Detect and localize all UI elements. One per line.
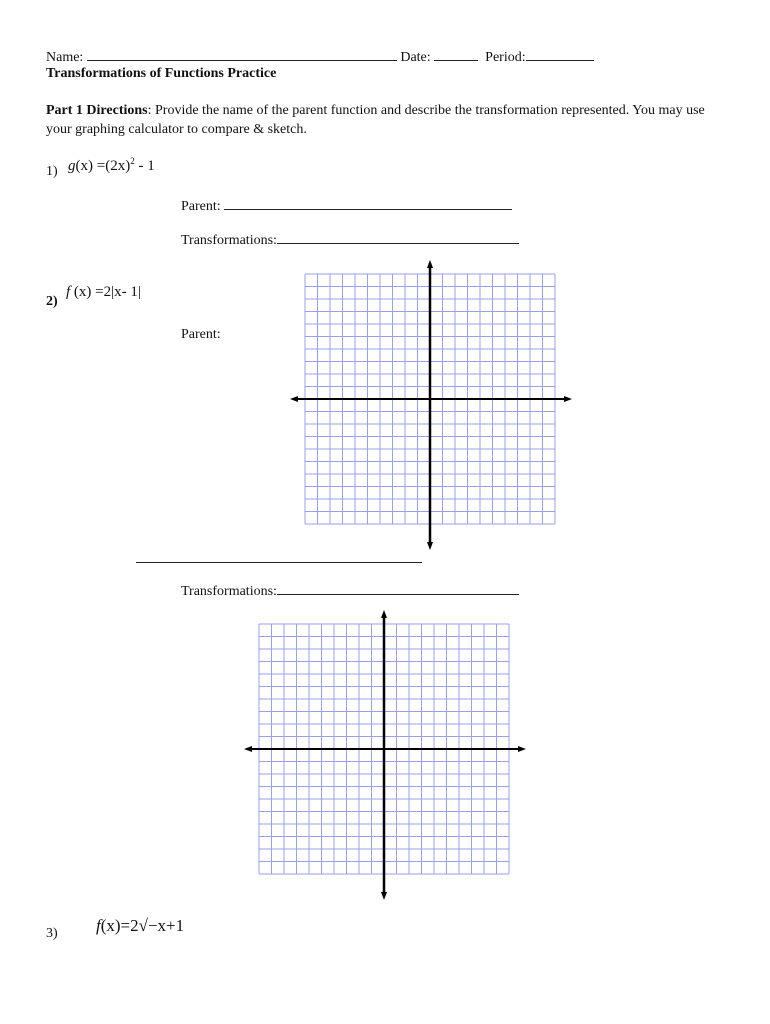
period-label: Period: [485, 50, 526, 65]
problem-1-transformations [181, 231, 519, 249]
p1-parent-label: Parent: [181, 199, 221, 214]
name-label: Name: [46, 50, 84, 65]
header-line [46, 48, 594, 66]
y-axis-bottom-arrow [381, 892, 387, 900]
problem-2-number: 2) [46, 294, 58, 309]
problem-3-equation [96, 916, 184, 936]
directions-heading: Part 1 Directions [46, 103, 148, 118]
p2-parent-label: Parent: [181, 327, 221, 342]
p2-transform-label: Transformations: [181, 584, 277, 599]
x-axis-left-arrow [244, 746, 252, 752]
directions-text: : Provide the name of the parent function and describe the transformation represented. You may use your graphing calculator to compare & sketch. [46, 103, 705, 137]
x-axis-right-arrow [564, 396, 572, 402]
p1-equation-body: (x) =(2x) [75, 158, 131, 174]
problem-1-parent [181, 197, 512, 215]
y-axis-bottom-arrow [427, 542, 433, 550]
p3-function-name: f [96, 916, 101, 935]
p2-parent-blank[interactable] [136, 552, 422, 563]
part1-directions [46, 101, 726, 139]
y-axis-top-arrow [381, 610, 387, 618]
problem-2-equation [66, 284, 141, 301]
p1-transform-blank[interactable] [277, 231, 519, 244]
p3-equation-body: (x)=2√−x+1 [100, 916, 185, 935]
p1-function-name: g [68, 158, 76, 174]
name-blank[interactable] [87, 48, 397, 61]
problem-1-equation [68, 156, 155, 175]
p1-equation-tail: - 1 [134, 158, 155, 174]
date-label: Date: [400, 50, 431, 65]
x-axis-right-arrow [518, 746, 526, 752]
period-blank[interactable] [526, 48, 594, 61]
date-blank[interactable] [434, 48, 478, 61]
p2-equation-body: (x) =2|x- 1| [73, 284, 141, 300]
p1-transform-label: Transformations: [181, 233, 277, 248]
worksheet-title: Transformations of Functions Practice [46, 66, 277, 81]
coordinate-grid-2[interactable] [244, 610, 526, 900]
coordinate-grid-1[interactable] [290, 260, 572, 550]
p2-transform-blank[interactable] [277, 582, 519, 595]
y-axis-top-arrow [427, 260, 433, 268]
p2-function-name: f [66, 284, 71, 300]
x-axis-left-arrow [290, 396, 298, 402]
p1-exponent: 2 [130, 156, 135, 166]
problem-1-number: 1) [46, 164, 58, 179]
problem-2-transformations [181, 582, 519, 600]
problem-3-number: 3) [46, 926, 58, 941]
p1-parent-blank[interactable] [224, 197, 512, 210]
